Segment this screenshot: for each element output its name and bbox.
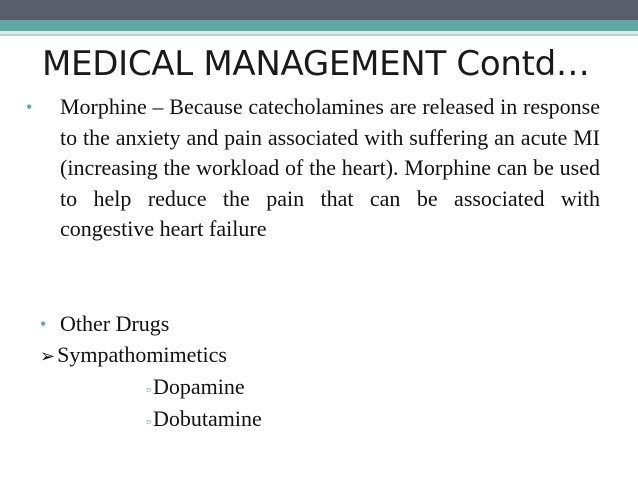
arrow-item-sympathomimetics [40, 340, 227, 371]
square-bullet-icon: ▫ [146, 415, 151, 430]
sub-item-text: Dobutamine [152, 406, 262, 431]
header-band-teal [0, 20, 638, 31]
sub-item-text: Dopamine [152, 374, 245, 399]
arrow-bullet-icon: ➢ [40, 346, 56, 366]
bullet-dot-icon: • [40, 314, 47, 334]
sub-item-dopamine [146, 372, 245, 406]
bullet-text: Other Drugs [60, 311, 170, 336]
arrow-item-text: Sympathomimetics [57, 342, 227, 367]
bullet-morphine [26, 92, 600, 245]
bullet-text: Morphine – Because catecholamines are released in response to the anxiety and pain associated with suffering an acute MI (increasing the workload of the heart). Morphine can be used to help reduce the pain that can be associated with congestive heart failure [60, 94, 600, 241]
square-bullet-icon: ▫ [146, 383, 151, 398]
sub-item-dobutamine [146, 404, 262, 438]
header-band-grey [0, 34, 638, 36]
slide-title: MEDICAL MANAGEMENT Contd… [42, 44, 590, 84]
header-band-dark [0, 0, 638, 20]
bullet-dot-icon: • [26, 97, 33, 117]
